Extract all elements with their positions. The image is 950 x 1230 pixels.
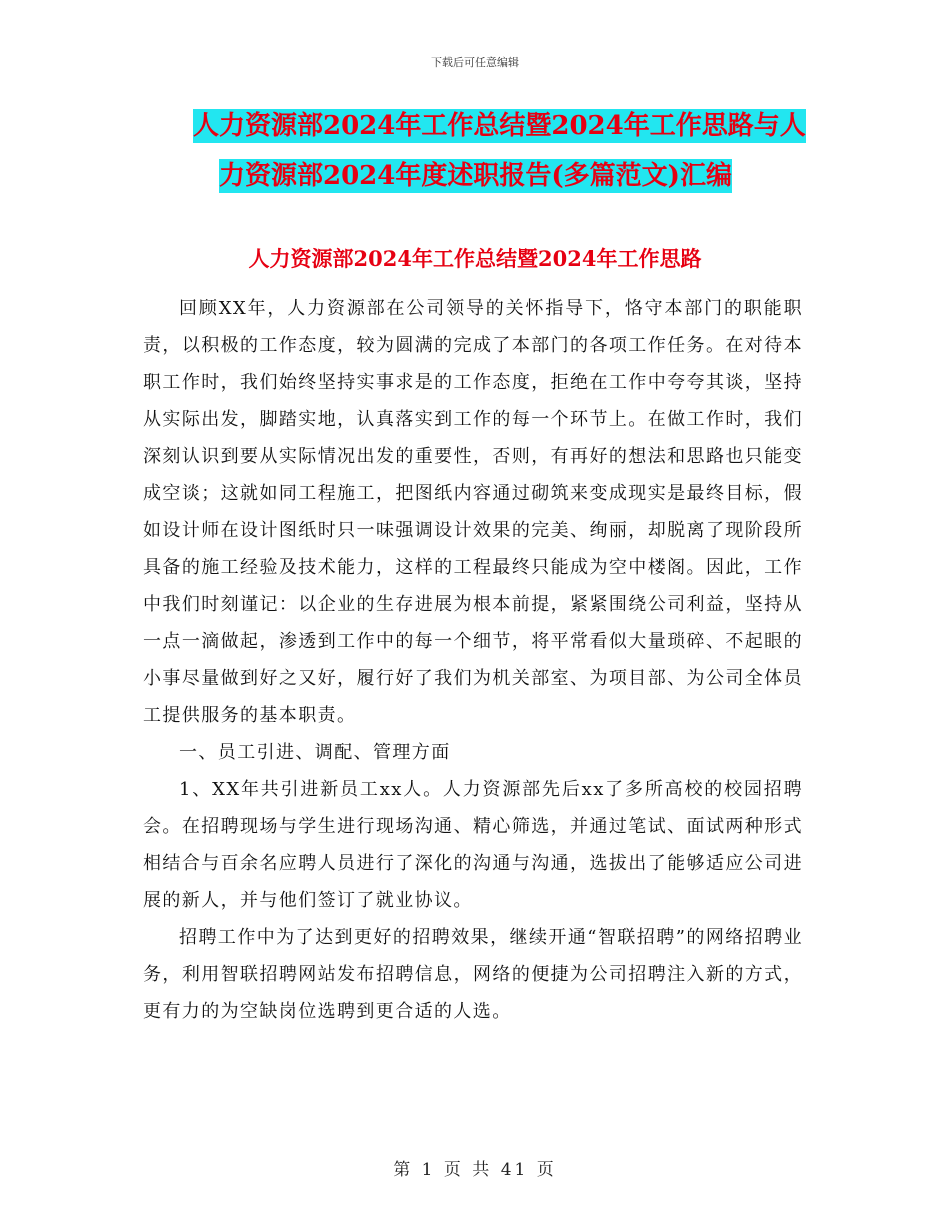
paragraph-intro: 回顾XX年，人力资源部在公司领导的关怀指导下，恪守本部门的职能职责，以积极的工作态度，较为圆满的完成了本部门的各项工作任务。在对待本职工作时，我们始终坚持实事求是的工作态度，拒绝在工作中夸夸其谈，坚持从实际出发，脚踏实地，认真落实到工作的每一个环节上。在做工作时，我们深刻认识到要从实际情况出发的重要性，否则，有再好的想法和思路也只能变成空谈；这就如同工程施工，把图纸内容通过砌筑来变成现实是最终目标，假如设计师在设计图纸时只一味强调设计效果的完美、绚丽，却脱离了现阶段所具备的施工经验及技术能力，这样的工程最终只能成为空中楼阁。因此，工作中我们时刻谨记：以企业的生存进展为根本前提，紧紧围绕公司利益，坚持从一点一滴做起，渗透到工作中的每一个细节，将平常看似大量琐碎、不起眼的小事尽量做到好之又好，履行好了我们为机关部室、为项目部、为公司全体员工提供服务的基本职责。: [143, 298, 803, 726]
title-highlight-2: 力资源部2024年度述职报告(多篇范文)汇编: [219, 161, 732, 191]
paragraph-heading-staff: 一、员工引进、调配、管理方面: [179, 742, 451, 763]
section-title: 人力资源部2024年工作总结暨2024年工作思路: [248, 246, 702, 271]
header-note: 下载后可任意编辑: [431, 56, 519, 69]
title-highlight-1: 人力资源部2024年工作总结暨2024年工作思路与人: [193, 111, 806, 141]
page-indicator: 第 1 页 共 41 页: [393, 1160, 557, 1180]
paragraph-recruitment: 1、XX年共引进新员工xx人。人力资源部先后xx了多所高校的校园招聘会。在招聘现场与学生进行现场沟通、精心筛选，并通过笔试、面试两种形式相结合与百余名应聘人员进行了深化的沟通与沟通，选拔出了能够适应公司进展的新人，并与他们签订了就业协议。: [143, 779, 803, 911]
document-title-line-2: [219, 154, 732, 198]
document-body: [143, 290, 803, 1030]
paragraph-online-recruitment: 招聘工作中为了达到更好的招聘效果，继续开通“智联招聘”的网络招聘业务，利用智联招聘网站发布招聘信息，网络的便捷为公司招聘注入新的方式，更有力的为空缺岗位选聘到更合适的人选。: [143, 927, 803, 1022]
document-title-line-1: [193, 104, 806, 148]
